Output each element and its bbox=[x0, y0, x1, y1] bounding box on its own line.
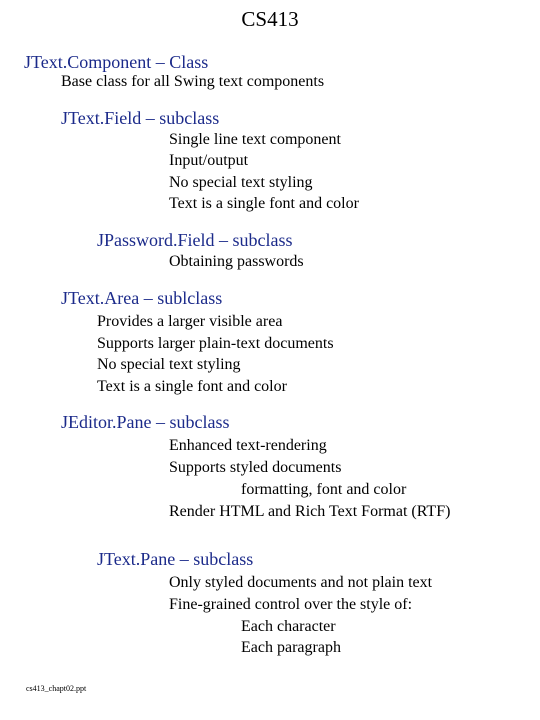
jeditorpane-line-2: Supports styled documents bbox=[169, 459, 342, 476]
jeditorpane-line-3: formatting, font and color bbox=[241, 481, 407, 498]
jtextpane-line-3: Each character bbox=[241, 618, 336, 635]
heading-jeditorpane: JEditor.Pane – subclass bbox=[61, 412, 230, 432]
jtextpane-line-4: Each paragraph bbox=[241, 639, 341, 656]
heading-jtextpane: JText.Pane – subclass bbox=[97, 549, 254, 569]
jtextfield-line-2: Input/output bbox=[169, 152, 249, 169]
heading-jpasswordfield: JPassword.Field – subclass bbox=[97, 230, 293, 250]
jtextpane-line-2: Fine-grained control over the style of: bbox=[169, 596, 413, 613]
jtextpane-line-1: Only styled documents and not plain text bbox=[169, 574, 433, 591]
jeditorpane-line-4: Render HTML and Rich Text Format (RTF) bbox=[169, 503, 451, 520]
heading-jtextfield: JText.Field – subclass bbox=[61, 108, 220, 128]
jtextfield-line-4: Text is a single font and color bbox=[169, 195, 359, 212]
jeditorpane-line-1: Enhanced text-rendering bbox=[169, 437, 327, 454]
footer-filename: cs413_chapt02.ppt bbox=[26, 684, 87, 693]
jtextarea-line-3: No special text styling bbox=[97, 356, 241, 373]
jtextfield-line-1: Single line text component bbox=[169, 131, 341, 148]
jtextfield-line-3: No special text styling bbox=[169, 174, 313, 191]
jtextarea-line-2: Supports larger plain-text documents bbox=[97, 335, 334, 352]
page-title: CS413 bbox=[241, 7, 299, 31]
jtextarea-line-1: Provides a larger visible area bbox=[97, 313, 283, 330]
jtextcomponent-line-1: Base class for all Swing text components bbox=[61, 73, 325, 90]
jtextarea-line-4: Text is a single font and color bbox=[97, 378, 287, 395]
heading-jtextcomponent: JText.Component – Class bbox=[24, 52, 209, 72]
jpasswordfield-line-1: Obtaining passwords bbox=[169, 253, 304, 270]
heading-jtextarea: JText.Area – sublclass bbox=[61, 288, 223, 308]
